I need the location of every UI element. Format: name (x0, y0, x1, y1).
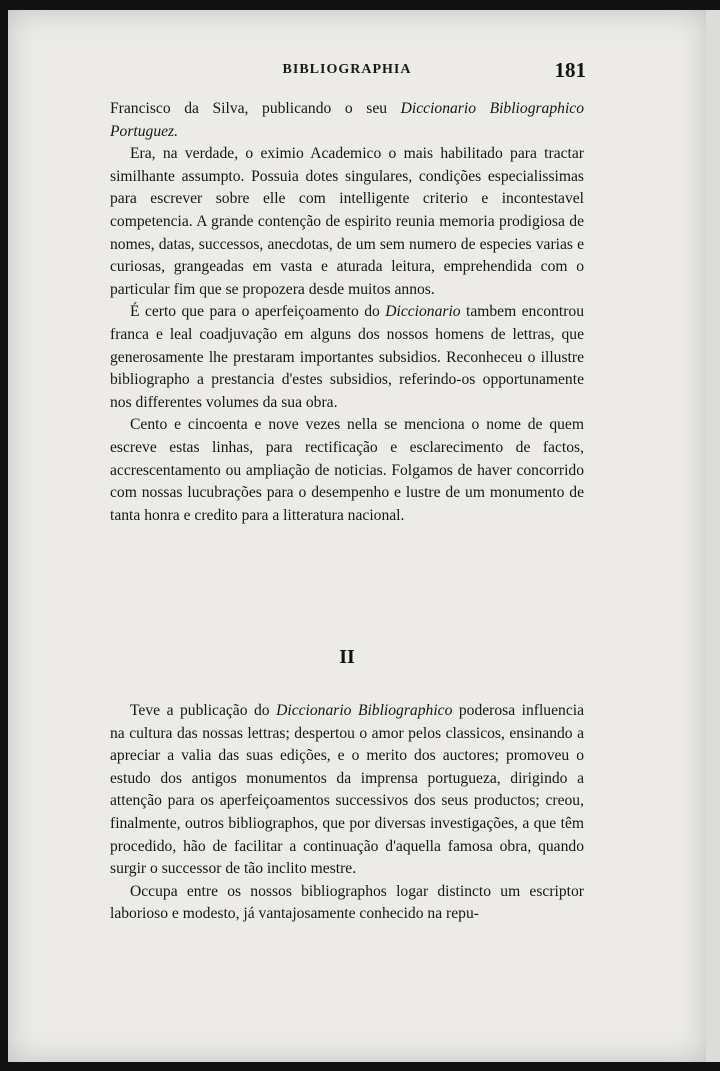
text-run: poderosa influencia na cultura das nossas lettras; despertou o amor pelos classicos, ensinando a apreciar a valia das suas edições, e o merito dos auctores; promoveu o estudo dos antigos monumentos da imprensa portugueza, dirigindo a attenção para os aperfeiçoamentos successivos dos seus productos; creou, finalmente, outros bibliographos, que por diversas investigações, a que têm procedido, hão de facilitar a continuação d'aquella famosa obra, quando surgir o successor de tão inclito mestre. (110, 702, 584, 878)
section-two-text (110, 700, 584, 926)
page-number: 181 (554, 58, 586, 82)
book-title: Diccionario (385, 303, 461, 321)
page-edge (706, 10, 720, 1062)
text-run: Francisco da Silva, publicando o seu (110, 100, 401, 117)
paragraph (110, 700, 584, 881)
section-one-text (110, 98, 584, 527)
text-run: É certo que para o aperfeiçoamento do (130, 303, 386, 321)
section-heading: II (339, 646, 355, 668)
book-title: Diccionario Bibliographico (276, 702, 453, 719)
running-head: BIBLIOGRAPHIA (282, 62, 412, 77)
paragraph: Cento e cincoenta e nove vezes nella se menciona o nome de quem escreve estas linhas, para rectificação e esclarecimento de factos, accrescentamento ou ampliação de noticias. Folgamos de haver concorrido com nossas lucubrações para o desempenho e lustre de um monumento de tanta honra e credito para a litteratura nacional. (110, 416, 584, 524)
text-run: tambem encontrou franca e leal coadjuvação em alguns dos nossos homens de lettras, que generosamente lhe prestaram importantes subsidios. Reconheceu o illustre bibliographo a prestancia d'estes subsidios, referindo-os opportunamente nos differentes volumes da sua obra. (110, 303, 584, 411)
page-header (108, 58, 586, 92)
text-run: Teve a publicação do (130, 702, 277, 719)
paragraph (110, 301, 584, 414)
paragraph: Era, na verdade, o eximio Academico o mais habilitado para tractar similhante assumpto. Possuia dotes singulares, condições especialissimas para escrever sobre elle com intelligente criterio e incontestavel competencia. A grande contenção de espirito reunia memoria prodigiosa de nomes, datas, successos, anecdotas, de um sem numero de especies varias e curiosas, grangeadas em vasta e aturada leitura, emprehendida com o particular fim que se propozera desde muitos annos. (110, 145, 584, 298)
paragraph: Occupa entre os nossos bibliographos logar distincto um escriptor laborioso e modesto, já vantajosamente conhecido na repu- (110, 882, 584, 923)
book-title: Diccionario Bibliographico Portuguez. (110, 100, 584, 140)
paragraph-continued (110, 98, 584, 143)
